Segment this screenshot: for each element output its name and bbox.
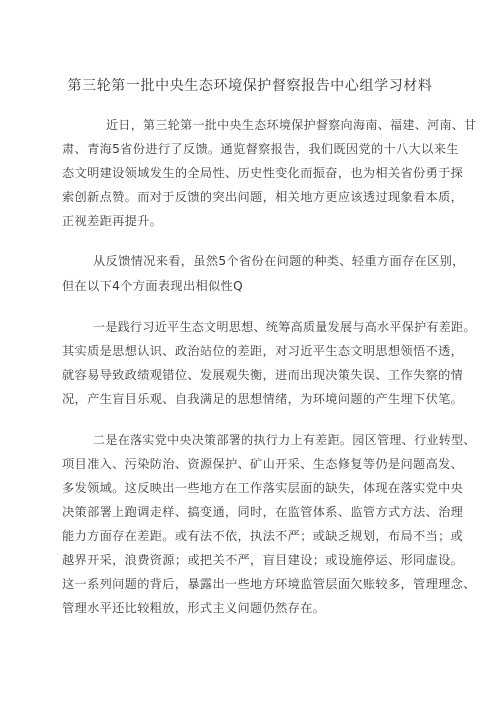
paragraph-1-line-1: 近日，第三轮第一批中央生态环境保护督察向海南、福建、河南、甘 bbox=[106, 118, 477, 132]
paragraph-3-line-1: 一是践行习近平生态文明思想、统筹高质量发展与高水平保护有差距。 bbox=[93, 320, 476, 334]
paragraph-1-line-2: 肃、青海5省份进行了反馈。通览督察报告，我们既因党的十八大以来生 bbox=[62, 142, 459, 156]
paragraph-4-line-6: 越界开采，浪费资源；或把关不严，盲目建设；或设施停运、形同虚设。 bbox=[62, 553, 464, 567]
paragraph-4-line-7: 这一系列问题的背后，暴露出一些地方环境监管层面欠账较多，管理理念、 bbox=[62, 577, 476, 591]
paragraph-4-line-1: 二是在落实党中央决策部署的执行力上有差距。园区管理、行业转型、 bbox=[93, 433, 476, 447]
paragraph-4-line-2: 项目准入、污染防治、资源保护、矿山开采、生态修复等仍是问题高发、 bbox=[62, 457, 464, 471]
paragraph-4-line-4: 决策部署上跑调走样、搞变通，同时，在监管体系、监管方式方法、治理 bbox=[62, 505, 464, 519]
paragraph-4-line-8: 管理水平还比较粗放，形式主义问题仍然存在。 bbox=[62, 601, 326, 615]
paragraph-3-line-2: 其实质是思想认识、政治站位的差距，对习近平生态文明思想领悟不透， bbox=[62, 344, 464, 358]
paragraph-2-line-1: 从反馈情况来看，虽然5个省份在问题的种类、轻重方面存在区别， bbox=[93, 254, 465, 268]
paragraph-4-line-3: 多发领域。这反映出一些地方在工作落实层面的缺失，体现在落实党中央 bbox=[62, 481, 464, 495]
paragraph-3-line-3: 就容易导致政绩观错位、发展观失衡，进而出现决策失误、工作失察的情 bbox=[62, 368, 464, 382]
document-title: 第三轮第一批中央生态环境保护督察报告中心组学习材料 bbox=[67, 78, 433, 94]
paragraph-1-line-3: 态文明建设领域发生的全局性、历史性变化而振奋，也为相关省份勇于探 bbox=[62, 166, 464, 180]
paragraph-1-line-5: 正视差距再提升。 bbox=[62, 214, 163, 228]
paragraph-4-line-5: 能力方面存在差距。或有法不依，执法不严；或缺乏规划，布局不当；或 bbox=[62, 529, 464, 543]
paragraph-2-line-2: 但在以下4个方面表现出相似性Q bbox=[62, 279, 244, 293]
paragraph-1-line-4: 索创新点赞。而对于反馈的突出问题，相关地方更应该透过现象看本质， bbox=[62, 190, 464, 204]
paragraph-3-line-4: 况，产生盲目乐观、自我满足的思想情绪，为环境问题的产生埋下伏笔。 bbox=[62, 392, 464, 406]
